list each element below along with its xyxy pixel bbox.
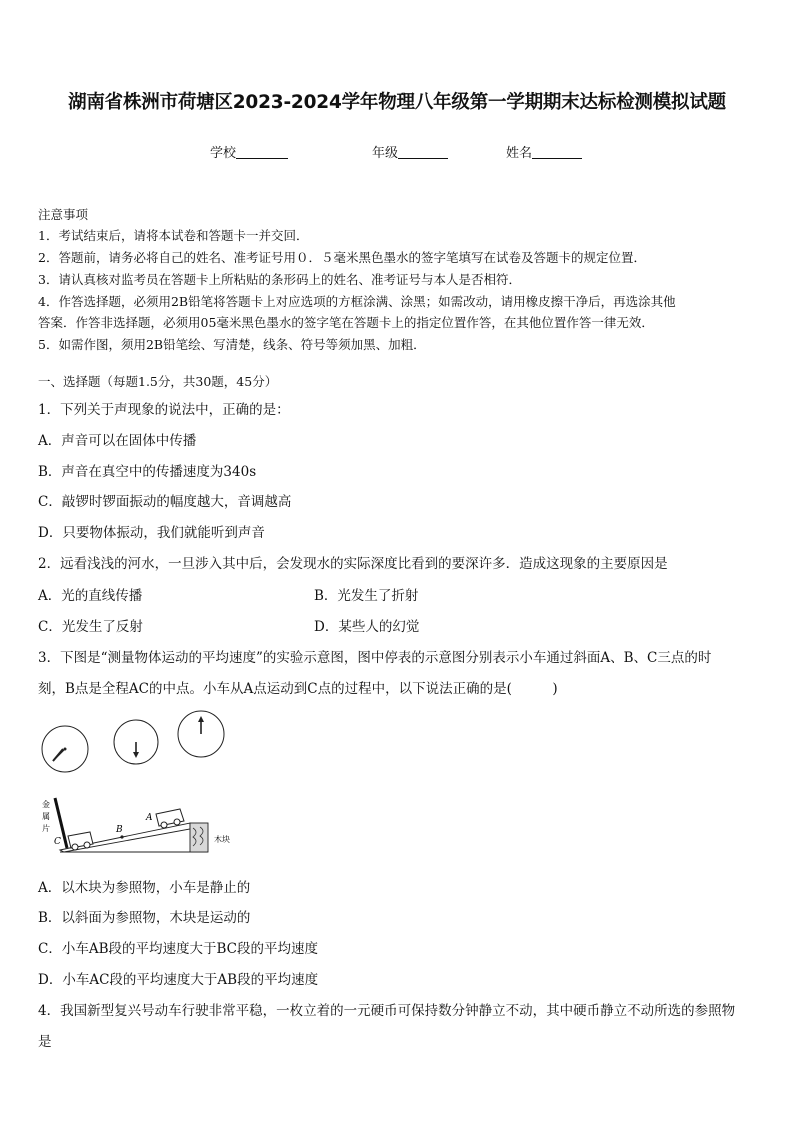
stopwatch-a-icon [178,711,224,757]
q2-option-a[interactable]: A．光的直线传播 [38,588,143,604]
q1-option-b[interactable]: B．声音在真空中的传播速度为340s [38,464,257,480]
q2-option-c[interactable]: C．光发生了反射 [38,619,143,635]
metal-label-2: 属 [42,812,50,821]
point-a-label: A [146,813,153,823]
section-heading: 一、选择题（每题1.5分，共30题，45分） [38,374,278,389]
notice-item: 答案．作答非选择题，必须用05毫米黑色墨水的签字笔在答题卡上的指定位置作答，在其他位置作答一律无效． [38,315,654,330]
grade-blank[interactable] [398,145,448,159]
cart-at-c [68,832,93,850]
incline-experiment-figure [38,706,248,856]
school-field [210,142,288,161]
point-b-label: B [116,825,123,835]
question-1-stem: 1．下列关于声现象的说法中，正确的是： [38,402,290,418]
q3-option-d[interactable]: D．小车AC段的平均速度大于AB段的平均速度 [38,972,319,988]
point-b-marker [120,835,123,838]
question-3-stem-line2: 刻，B点是全程AC的中点。小车从A点运动到C点的过程中，以下说法正确的是( ) [38,681,558,697]
exam-title: 湖南省株洲市荷塘区2023-2024学年物理八年级第一学期期末达标检测模拟试题 [68,92,726,113]
notice-item: 2．答题前，请务必将自己的姓名、准考证号用０．５毫米黑色墨水的签字笔填写在试卷及答题卡的规定位置． [38,250,646,265]
question-3-stem-line1: 3．下图是“测量物体运动的平均速度”的实验示意图，图中停表的示意图分别表示小车通过斜面A、B、C三点的时 [38,650,712,666]
q1-option-a[interactable]: A．声音可以在固体中传播 [38,433,197,449]
q2-option-b[interactable]: B．光发生了折射 [314,588,419,604]
name-field [506,142,582,161]
metal-label-1: 金 [42,800,50,809]
stopwatch-b-icon [114,720,158,764]
notice-title: 注意事项 [38,207,89,222]
q2-option-d[interactable]: D．某些人的幻觉 [314,619,420,635]
wood-block [190,823,208,852]
point-c-label: C [54,837,61,847]
name-blank[interactable] [532,145,582,159]
q1-option-d[interactable]: D．只要物体振动，我们就能听到声音 [38,525,265,541]
notice-item: 1．考试结束后，请将本试卷和答题卡一并交回． [38,228,309,243]
question-4-stem-line2: 是 [38,1034,52,1050]
metal-label-3: 片 [42,824,50,833]
q3-option-c[interactable]: C．小车AB段的平均速度大于BC段的平均速度 [38,941,318,957]
grade-label: 年级 [372,146,399,161]
question-4-stem-line1: 4．我国新型复兴号动车行驶非常平稳，一枚立着的一元硬币可保持数分钟静立不动，其中硬币静立不动所选的参照物 [38,1003,736,1019]
q1-option-c[interactable]: C．敲锣时锣面振动的幅度越大，音调越高 [38,494,292,510]
notice-item: 3．请认真核对监考员在答题卡上所粘贴的条形码上的姓名、准考证号与本人是否相符． [38,272,521,287]
wood-block-label: 木块 [214,835,230,844]
q3-option-b[interactable]: B．以斜面为参照物，木块是运动的 [38,910,251,926]
stopwatch-c-icon [42,726,88,772]
grade-field [372,142,448,161]
notice-item: 4．作答选择题，必须用2B铅笔将答题卡上对应选项的方框涂满、涂黑；如需改动，请用橡皮擦干净后，再选涂其他 [38,294,676,309]
notice-item: 5．如需作图，须用2B铅笔绘、写清楚，线条、符号等须加黑、加粗． [38,337,426,352]
q3-option-a[interactable]: A．以木块为参照物，小车是静止的 [38,880,251,896]
school-blank[interactable] [236,145,288,159]
question-2-stem: 2．远看浅浅的河水，一旦涉入其中后，会发现水的实际深度比看到的要深许多．造成这现象的主要原因是 [38,556,668,572]
school-label: 学校 [210,146,237,161]
name-label: 姓名 [506,146,533,161]
